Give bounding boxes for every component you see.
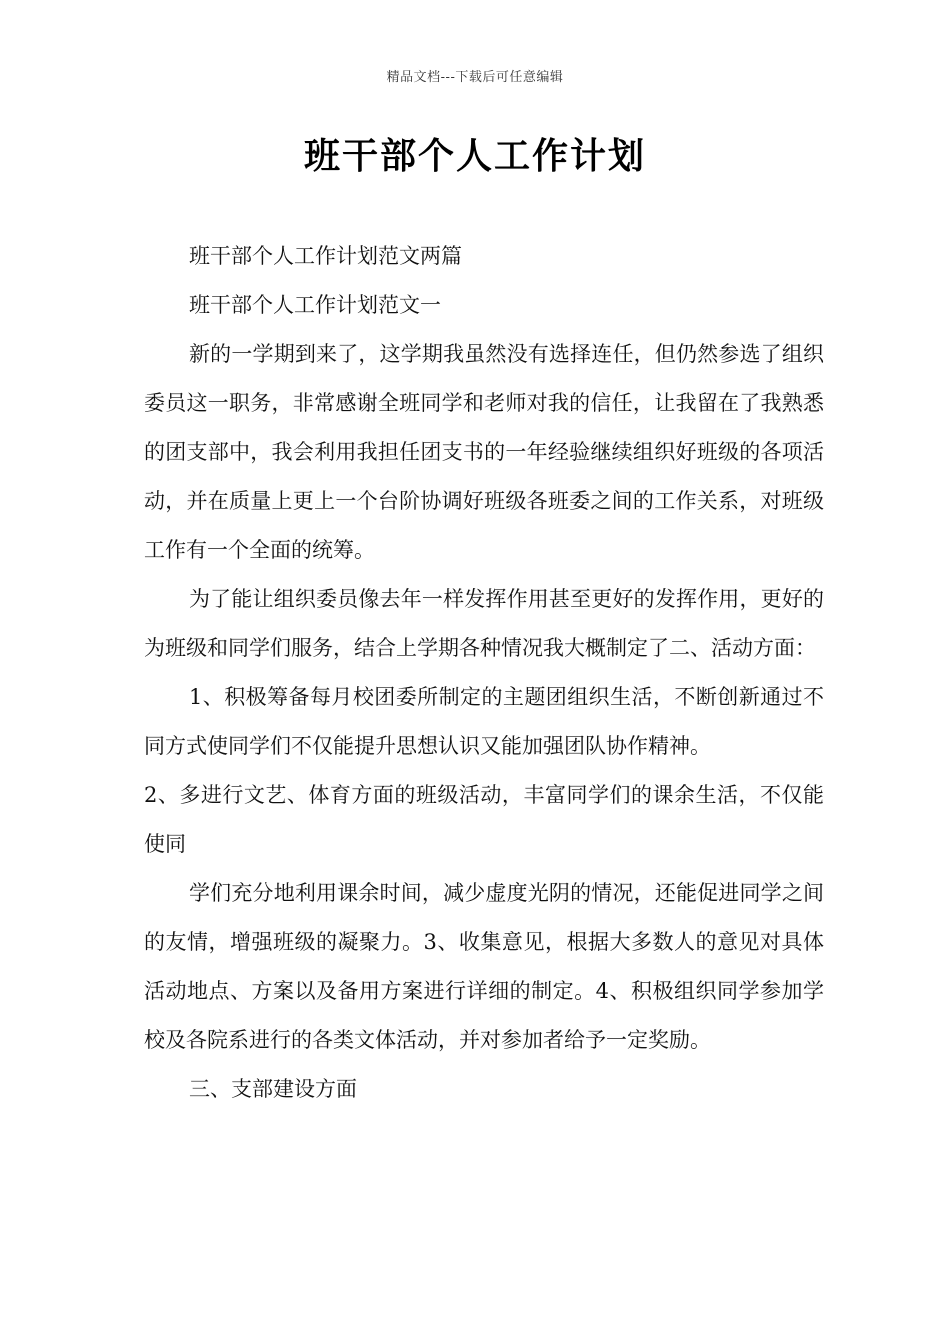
paragraph: 为了能让组织委员像去年一样发挥作用甚至更好的发挥作用，更好的为班级和同学们服务，结合上学期各种情况我大概制定了二、活动方面： (144, 587, 824, 660)
document-title: 班干部个人工作计划 (303, 136, 646, 177)
paragraph-list-item: 2、多进行文艺、体育方面的班级活动，丰富同学们的课余生活，不仅能使同 (144, 783, 824, 856)
paragraph-list-item: 1、积极筹备每月校团委所制定的主题团组织生活，不断创新通过不同方式使同学们不仅能提升思想认识又能加强团队协作精神。 (144, 685, 824, 758)
paragraph-section-heading: 三、支部建设方面 (189, 1077, 357, 1101)
paragraph: 新的一学期到来了，这学期我虽然没有选择连任，但仍然参选了组织委员这一职务，非常感谢全班同学和老师对我的信任，让我留在了我熟悉的团支部中，我会利用我担任团支书的一年经验继续组织好班级的各项活动，并在质量上更上一个台阶协调好班级各班委之间的工作关系，对班级工作有一个全面的统筹。 (144, 342, 824, 562)
document-body (144, 232, 824, 1114)
paragraph-subtitle: 班干部个人工作计划范文两篇 (189, 244, 462, 268)
paragraph: 学们充分地利用课余时间，减少虚度光阴的情况，还能促进同学之间的友情，增强班级的凝聚力。3、收集意见，根据大多数人的意见对具体活动地点、方案以及备用方案进行详细的制定。4、积极组织同学参加学校及各院系进行的各类文体活动，并对参加者给予一定奖励。 (144, 881, 824, 1052)
paragraph-section-heading: 班干部个人工作计划范文一 (189, 293, 441, 317)
page-header-note: 精品文档---下载后可任意编辑 (386, 70, 564, 85)
